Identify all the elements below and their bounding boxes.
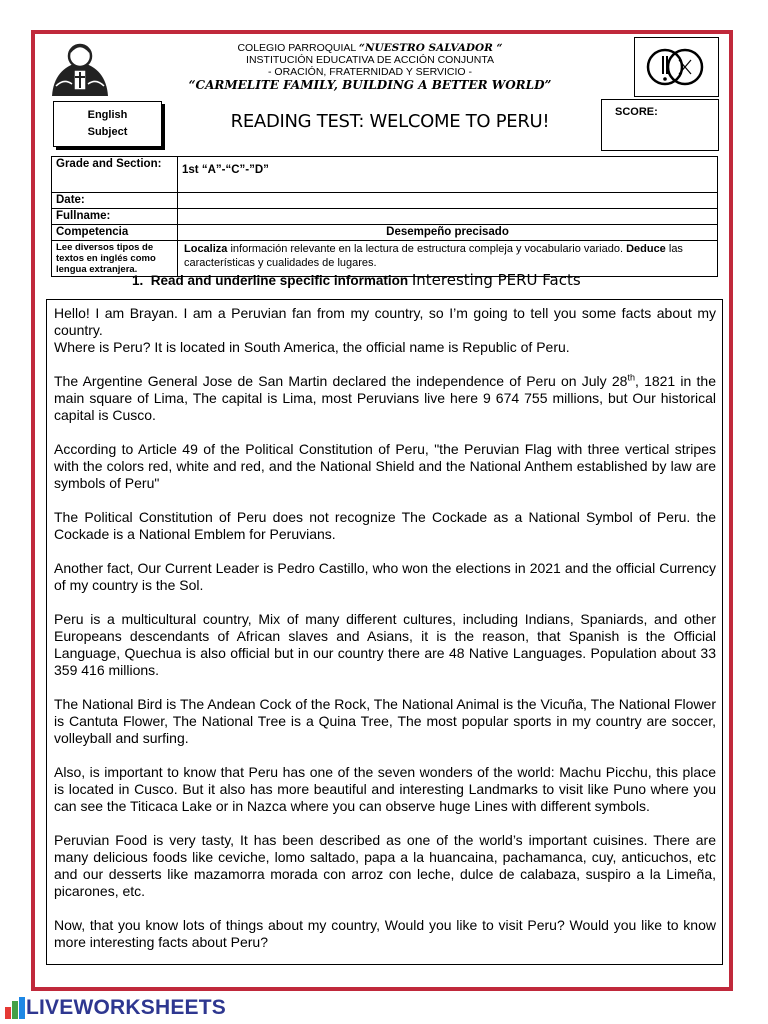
grade-label: Grade and Section: (52, 157, 178, 193)
paragraph-symbols: According to Article 49 of the Political Constitution of Peru, "the Peruvian Flag with three vertical stripes with the colors red, white and red, and the National Shield and the National Anthem established by law are symbols of Peru" (54, 441, 716, 491)
section-instruction: Read and underline specific information (150, 273, 409, 288)
school-name-line: COLEGIO PARROQUIAL “NUESTRO SALVADOR “ (237, 42, 503, 54)
institution-logo-box (634, 37, 719, 97)
liveworksheets-logo-icon (4, 996, 26, 1020)
localiza-keyword: Localiza (184, 243, 228, 255)
institution-line: INSTITUCIÓN EDUCATIVA DE ACCIÓN CONJUNTA (246, 54, 494, 66)
date-field[interactable] (178, 193, 718, 209)
date-label: Date: (52, 193, 178, 209)
page-title: READING TEST: WELCOME TO PERU! (230, 111, 550, 132)
reading-passage (46, 299, 723, 965)
institution-logo-icon (643, 42, 711, 92)
paragraph-closing: Now, that you know lots of things about my country, Would you like to visit Peru? Would you like to know more interesting facts about Peru? (54, 917, 716, 950)
desempeno-label: Desempeño precisado (178, 225, 718, 241)
grade-value: 1st “A”-“C”-”D” (178, 157, 718, 193)
section-fun-title: Interesting PERU Facts (411, 271, 581, 289)
fullname-label: Fullname: (52, 209, 178, 225)
liveworksheets-wordmark: LIVEWORKSHEETS (26, 996, 226, 1019)
school-name: “NUESTRO SALVADOR “ (358, 42, 503, 54)
student-info-table (51, 156, 718, 277)
subject-line-2: Subject (87, 126, 128, 138)
competencia-text: Lee diversos tipos de textos en inglés como lengua extranjera. (52, 241, 178, 277)
values-line: - ORACIÓN, FRATERNIDAD Y SERVICIO - (267, 66, 472, 78)
paragraph-location: Where is Peru? It is located in South America, the official name is Republic of Peru. (54, 339, 570, 355)
school-motto: “CARMELITE FAMILY, BUILDING A BETTER WORLD” (188, 78, 552, 92)
paragraph-food: Peruvian Food is very tasty, It has been described as one of the world’s important cuisines. There are many delicious foods like ceviche, lomo saltado, papa a la huancaina, pachamanca, cuy, anticuchos, etc and our desserts like mazamorra morada con arroz con leche, dulce de calabaza, suspiro a la Limeña, picarones, etc. (54, 832, 716, 899)
paragraph-cockade: The Political Constitution of Peru does not recognize The Cockade as a National Symbol of Peru. the Cockade is a National Emblem for Peruvians. (54, 509, 716, 542)
competencia-label: Competencia (52, 225, 178, 241)
score-box[interactable] (601, 99, 719, 151)
paragraph-independence: The Argentine General Jose de San Martin declared the independence of Peru on July 28th, 1821 in the main square of Lima, The capital is Lima, most Peruvians live here 9 674 755 millions, but Our historical capital is Cusco. (54, 372, 717, 423)
school-crest-logo (44, 38, 116, 100)
paragraph-intro: Hello! I am Brayan. I am a Peruvian fan from my country, so I’m going to tell you some facts about my country. (54, 305, 716, 338)
paragraph-leader: Another fact, Our Current Leader is Pedro Castillo, who won the elections in 2021 and the official Currency of my country is the Sol. (54, 560, 716, 593)
section-heading: 1. Read and underline specific information Interesting PERU Facts (132, 271, 581, 289)
paragraph-national-symbols: The National Bird is The Andean Cock of the Rock, The National Animal is the Vicuña, The National Flower is Cantuta Flower, The National Tree is a Quina Tree, The most popular sports in my country are soccer, volleyball and surfing. (54, 696, 716, 746)
score-label: SCORE: (615, 106, 658, 118)
subject-line-1: English (87, 109, 128, 121)
paragraph-culture: Peru is a multicultural country, Mix of many different cultures, including Indians, Spaniards, and other Europeans descendants of African slaves and Asians, it is the reason, that Spanish is the Official Language, Quechua is also official but in our country there are 48 Native Languages. Population about 33 359 416 millions. (54, 611, 716, 678)
paragraph-landmarks: Also, is important to know that Peru has one of the seven wonders of the world: Machu Picchu, this place is located in Cusco. But it also has more beautiful and interesting Landmarks to visit like Puno where you can see the Titicaca Lake or in Nazca where you can observe huge Lines with different symbols. (54, 764, 716, 814)
desempeno-text: Localiza información relevante en la lectura de estructura compleja y vocabulario variado. Deduce las características y cualidades de lugares. (178, 241, 718, 277)
fullname-field[interactable] (178, 209, 718, 225)
deduce-keyword: Deduce (626, 243, 666, 255)
subject-box (53, 101, 162, 147)
